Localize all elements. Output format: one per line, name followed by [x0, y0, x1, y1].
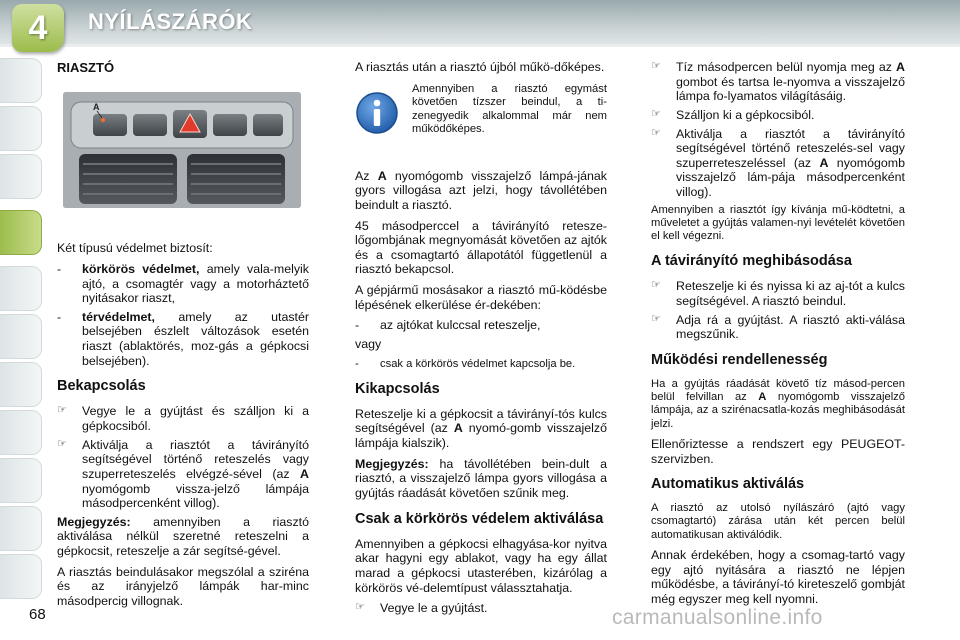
chapter-tab-8[interactable] — [0, 410, 42, 455]
paragraph: Ellenőriztesse a rendszert egy PEUGEOT-szervizben. — [651, 436, 905, 466]
text-perimeter: amely vala-melyik ajtó, a csomagtér vagy a motorháztető nyitásakor riaszt, — [82, 261, 309, 306]
chapter-tab-10[interactable] — [0, 506, 42, 551]
chapter-tab-1[interactable] — [0, 58, 42, 103]
column-left — [57, 60, 309, 615]
paragraph: Annak érdekében, hogy a csomag-tartó vagy egy ajtó nyitására a riasztó ne lépjen működésbe, a távirányí-tó kireteszelő gombját még egyszer meg kell nyomni. — [651, 547, 905, 606]
key-a: A — [377, 168, 387, 183]
column-middle — [355, 60, 607, 620]
step-arrow-icon: ☞ — [651, 60, 661, 72]
column-right — [651, 60, 905, 612]
list-item: ☞ Adja rá a gyújtást. A riasztó akti-válása megszűnik. — [651, 312, 905, 342]
paragraph: Az A nyomógomb visszajelző lámpá-jának gyors villogása azt jelzi, hogy távollétében beindult a riasztó. — [355, 168, 608, 212]
heading-taviranyito: A távirányító meghibásodása — [651, 253, 852, 270]
step-arrow-icon: ☞ — [57, 437, 67, 450]
chapter-tab-3[interactable] — [0, 154, 42, 199]
heading-automatikus: Automatikus aktiválás — [651, 476, 805, 493]
note-text: amennyiben a riasztó aktiválása nélkül szeretné reteszelni a gépkocsit, reteszelje a zár segítsé-gével. — [57, 514, 309, 559]
watermark-text: carmanualsonline.info — [612, 606, 823, 629]
list-item: ☞ Szálljon ki a gépkocsiból. — [651, 107, 815, 122]
chapter-tab-11[interactable] — [0, 554, 42, 599]
step-text: nyomógomb vissza-jelző lámpája másodpercenként villog). — [82, 481, 309, 511]
paragraph: vagy — [355, 336, 382, 351]
page-title: NYÍLÁSZÁRÓK — [88, 9, 253, 34]
chapter-tab-2[interactable] — [0, 106, 42, 151]
step-arrow-icon: ☞ — [651, 312, 661, 325]
intro-text: Két típusú védelmet biztosít: — [57, 241, 213, 256]
step-arrow-icon: ☞ — [57, 404, 67, 417]
paragraph: Reteszelje ki a gépkocsit a távirányí-tós kulcs segítségével (az A nyomó-gomb visszajelző lámpája kialszik). — [355, 406, 608, 451]
alarm-behaviour-text: A riasztás beindulásakor megszólal a sziréna és az irányjelző lámpák har-minc másodpercig villognak. — [57, 564, 309, 608]
chapter-tab-7[interactable] — [0, 362, 42, 407]
paragraph: A gépjármű mosásakor a riasztó mű-ködésbe lépésének elkerülése ér-dekében: — [355, 283, 607, 312]
info-icon — [355, 91, 399, 135]
chapter-tab-6[interactable] — [0, 314, 42, 359]
illustration-label-a: A — [93, 102, 100, 113]
info-text: Amennyiben a riasztó egymást követően tízszer beindul, a ti-zenegyedik alkalommal már nem működőképes. — [412, 82, 607, 135]
key-a: A — [758, 391, 767, 404]
key-a: A — [453, 421, 463, 436]
chapter-tab-9[interactable] — [0, 458, 42, 503]
section-title-riaszto: RIASZTÓ — [57, 60, 115, 75]
key-a: A — [300, 466, 309, 481]
heading-bekapcsolas: Bekapcsolás — [57, 378, 146, 395]
step-arrow-icon: ☞ — [355, 601, 365, 614]
list-item: - az ajtókat kulccsal reteszelje, — [355, 318, 541, 333]
paragraph: Amennyiben a riasztót így kívánja mű-ködtetni, a műveletet a gyújtás valamen-nyi levételét követően el kell végezni. — [651, 203, 905, 243]
term-volumetric: térvédelmet, — [82, 309, 156, 324]
heading-kikapcsolas: Kikapcsolás — [355, 380, 440, 397]
note-paragraph: Megjegyzés: ha távollétében bein-dult a riasztó, a visszajelző lámpa gyors villogása a gyújtás ráadását követően szűnik meg. — [355, 456, 607, 500]
dashboard-buttons-image — [63, 92, 301, 208]
header-rule — [0, 44, 960, 47]
page-number: 68 — [29, 606, 46, 623]
paragraph: Amennyiben a gépkocsi elhagyása-kor nyitva akar hagyni egy ablakot, vagy ha egy állat marad a gépkocsi utasterében, kizárólag a körkörös vé-delemtípust válassztahatja. — [355, 536, 607, 595]
step-text: Aktiválja a riasztót a távirányító segítségével történő reteszelés vagy szuperreteszelés elvégzé-sével (az — [82, 437, 309, 481]
text-volumetric: amely az utastér belsejében észlelt változások esetén riaszt (ablaktörés, moz-gás a gépkocsi belsejében). — [82, 309, 309, 368]
protection-type-volumetric: - térvédelmet, amely az utastér belsejében észlelt változások esetén riaszt (ablaktörés, moz-gás a gépkocsi belsejében). — [57, 309, 309, 368]
list-item — [57, 404, 309, 433]
list-item: ☞ Reteszelje ki és nyissa ki az aj-tót a kulcs segítségével. A riasztó beindul. — [651, 279, 905, 309]
chapter-tab-5[interactable] — [0, 266, 42, 311]
protection-type-perimeter: - körkörös védelmet, amely vala-melyik ajtó, a csomagtér vagy a motorháztető nyitásakor riaszt, — [57, 261, 309, 306]
paragraph: 45 másodperccel a távirányító retesze-lőgombjának megnyomását követően az ajtók és a csomagtartó állapotától függetlenül a riasztó bekapcsol. — [355, 218, 607, 277]
key-a: A — [896, 60, 905, 74]
step-arrow-icon: ☞ — [651, 107, 661, 120]
note-label: Megjegyzés: — [355, 456, 429, 471]
heading-csak-korkoros: Csak a körkörös védelem aktiválása — [355, 510, 604, 527]
paragraph: A riasztás után a riasztó újból műkö-dőképes. — [355, 60, 605, 74]
chapter-badge — [12, 4, 64, 52]
list-item: ☞ Aktiválja a riasztót a távirányító segítségével történő reteszelés-sel vagy szuperreteszeléssel (az A nyomógomb visszajelző lám-pája másodpercenként villog). — [651, 126, 905, 199]
list-item: ☞ Tíz másodpercen belül nyomja meg az A gombot és tartsa le-nyomva a visszajelző lámpa fo-lyamatos világításáig. — [651, 60, 905, 104]
info-box — [355, 83, 607, 161]
note-paragraph — [57, 515, 309, 559]
list-item: - csak a körkörös védelmet kapcsolja be. — [355, 357, 576, 370]
key-a: A — [819, 155, 829, 170]
chapter-tab-active[interactable] — [0, 210, 42, 255]
note-label: Megjegyzés: — [57, 514, 131, 529]
list-item: ☞ Vegye le a gyújtást. — [355, 601, 488, 616]
list-item — [57, 438, 309, 511]
paragraph: A riasztó az utolsó nyílászáró (ajtó vagy csomagtartó) zárása után két percen belül automatikusan aktiválódik. — [651, 502, 905, 541]
step-arrow-icon: ☞ — [651, 126, 661, 139]
paragraph: Ha a gyújtás ráadását követő tíz másod-percen belül felvillan az A nyomógomb visszajelző lámpája, az a szirénacsatla-kozás meghibásodását jelzi. — [651, 378, 905, 430]
chapter-number: 4 — [28, 8, 48, 47]
heading-mukodesi: Működési rendellenesség — [651, 351, 828, 368]
term-perimeter: körkörös védelmet, — [82, 261, 200, 276]
step-text: Vegye le a gyújtást és szálljon ki a gépkocsiból. — [82, 404, 309, 434]
dashboard-illustration — [63, 92, 301, 208]
step-arrow-icon: ☞ — [651, 279, 661, 292]
